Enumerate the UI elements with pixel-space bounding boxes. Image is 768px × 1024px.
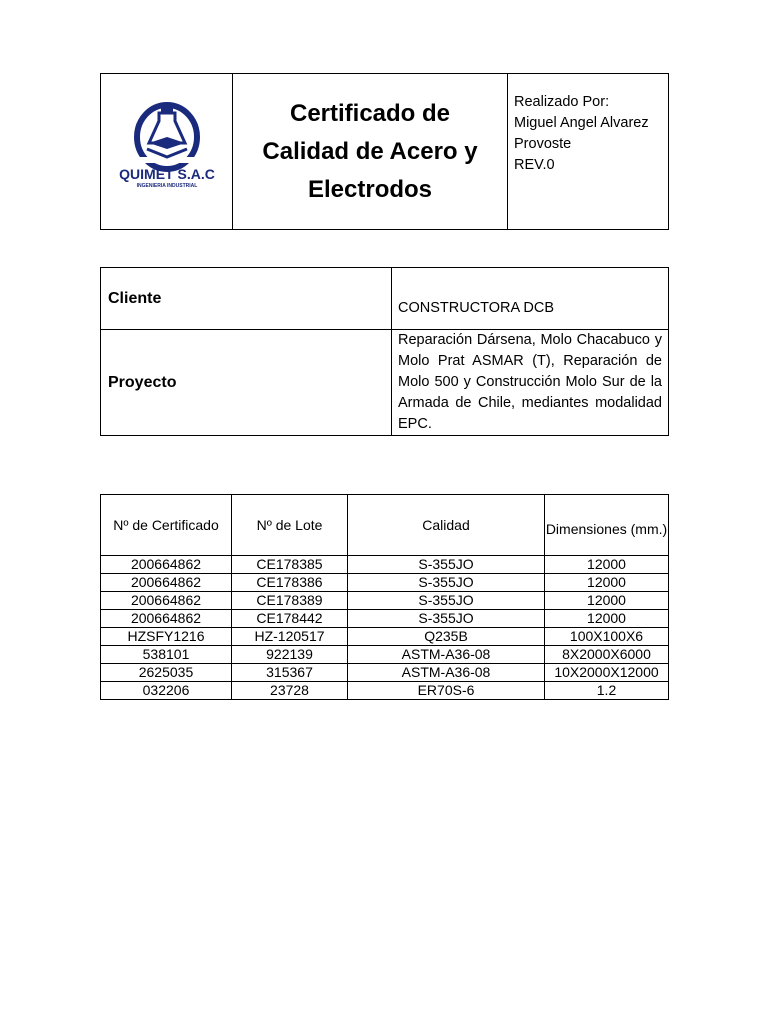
author-info — [508, 74, 669, 230]
cell-certificate-number: 032206 — [101, 682, 232, 700]
table-row — [101, 628, 669, 646]
client-row — [101, 268, 669, 330]
table-header-row — [101, 495, 669, 556]
table-row — [101, 646, 669, 664]
client-label: Cliente — [101, 268, 392, 330]
cell-quality: Q235B — [348, 628, 545, 646]
cell-certificate-number: HZSFY1216 — [101, 628, 232, 646]
header-certificate-number: Nº de Certificado — [101, 495, 232, 556]
cell-dimensions: 12000 — [545, 592, 669, 610]
document-header — [100, 73, 669, 230]
client-value: CONSTRUCTORA DCB — [392, 268, 669, 330]
cell-quality: ER70S-6 — [348, 682, 545, 700]
client-project-table — [100, 267, 669, 436]
certificates-table — [100, 494, 669, 700]
table-row — [101, 574, 669, 592]
header-lot-number: Nº de Lote — [232, 495, 348, 556]
cell-lot-number: 922139 — [232, 646, 348, 664]
title-line: Calidad de Acero y — [262, 137, 478, 165]
table-row — [101, 610, 669, 628]
cell-certificate-number: 538101 — [101, 646, 232, 664]
author-line: Miguel Angel Alvarez — [514, 115, 649, 131]
cell-lot-number: CE178442 — [232, 610, 348, 628]
author-line: Provoste — [514, 136, 572, 152]
cell-quality: S-355JO — [348, 592, 545, 610]
cell-quality: S-355JO — [348, 556, 545, 574]
cell-quality: ASTM-A36-08 — [348, 646, 545, 664]
certificates-body — [101, 556, 669, 700]
header-quality: Calidad — [348, 495, 545, 556]
title-line: Certificado de — [289, 99, 451, 127]
cell-dimensions: 10X2000X12000 — [545, 664, 669, 682]
title-line: Electrodos — [307, 175, 433, 203]
revision-label: REV.0 — [514, 157, 555, 173]
table-row — [101, 556, 669, 574]
cell-quality: ASTM-A36-08 — [348, 664, 545, 682]
author-line: Realizado Por: — [514, 94, 610, 110]
cell-dimensions: 12000 — [545, 610, 669, 628]
logo-tagline-text: INGENIERIA INDUSTRIAL — [136, 183, 197, 189]
document-title — [233, 74, 508, 230]
cell-dimensions: 12000 — [545, 574, 669, 592]
cell-dimensions: 1.2 — [545, 682, 669, 700]
cell-lot-number: 315367 — [232, 664, 348, 682]
cell-certificate-number: 2625035 — [101, 664, 232, 682]
cell-quality: S-355JO — [348, 610, 545, 628]
table-row — [101, 664, 669, 682]
cell-certificate-number: 200664862 — [101, 592, 232, 610]
cell-quality: S-355JO — [348, 574, 545, 592]
project-value: Reparación Dársena, Molo Chacabuco y Molo Prat ASMAR (T), Reparación de Molo 500 y Construcción Molo Sur de la Armada de Chile, mediantes modalidad EPC. — [392, 330, 669, 436]
project-label: Proyecto — [101, 330, 392, 436]
cell-lot-number: CE178385 — [232, 556, 348, 574]
cell-lot-number: 23728 — [232, 682, 348, 700]
logo-brand-text: QUIMET S.A.C — [118, 166, 215, 182]
project-row — [101, 330, 669, 436]
cell-dimensions: 100X100X6 — [545, 628, 669, 646]
logo-cell — [101, 74, 233, 230]
company-logo — [117, 99, 217, 199]
header-dimensions: Dimensiones (mm.) — [545, 495, 669, 556]
table-row — [101, 682, 669, 700]
cell-certificate-number: 200664862 — [101, 556, 232, 574]
cell-lot-number: HZ-120517 — [232, 628, 348, 646]
cell-certificate-number: 200664862 — [101, 574, 232, 592]
cell-lot-number: CE178386 — [232, 574, 348, 592]
table-row — [101, 592, 669, 610]
cell-dimensions: 12000 — [545, 556, 669, 574]
cell-certificate-number: 200664862 — [101, 610, 232, 628]
cell-lot-number: CE178389 — [232, 592, 348, 610]
cell-dimensions: 8X2000X6000 — [545, 646, 669, 664]
